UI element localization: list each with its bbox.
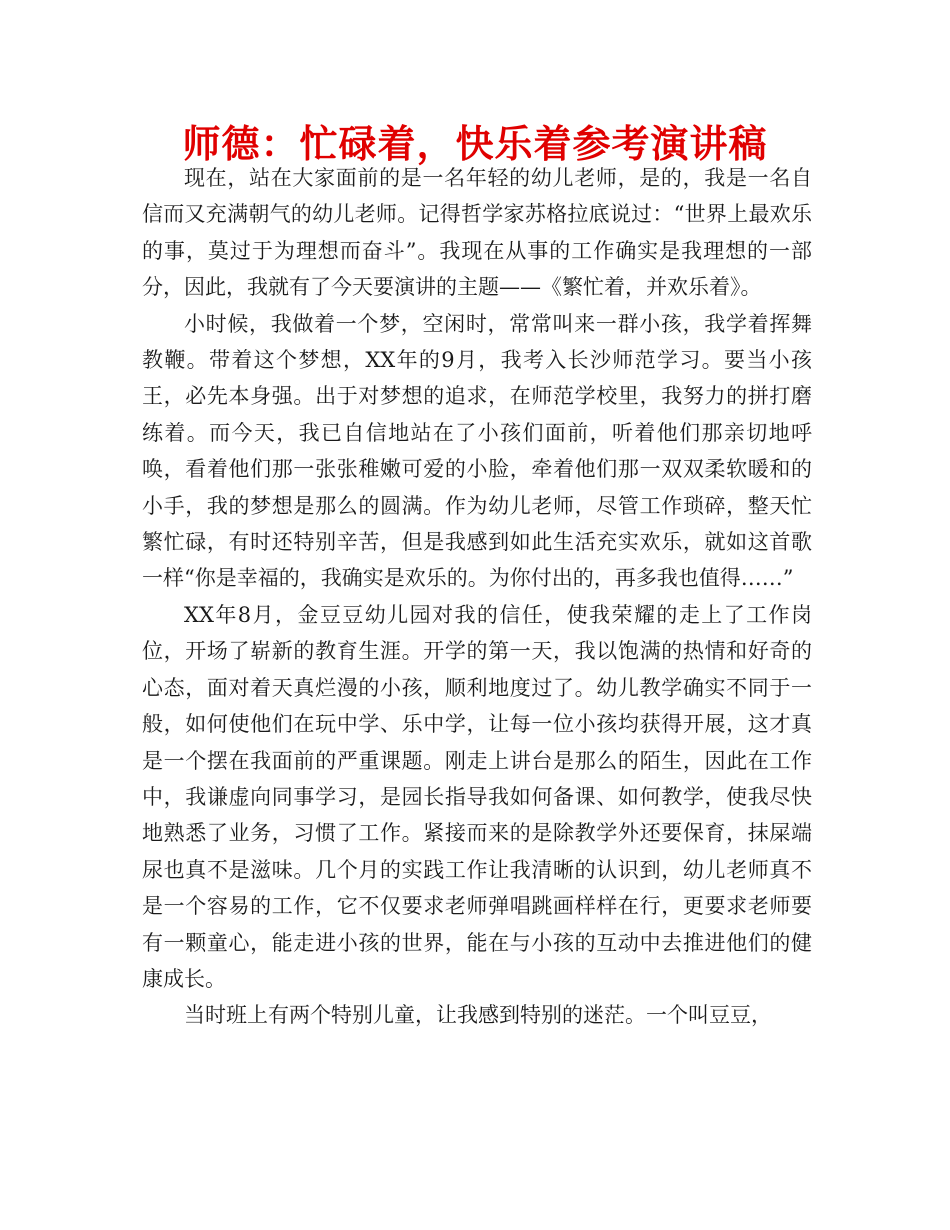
document-title: 师德：忙碌着，快乐着参考演讲稿	[182, 122, 768, 166]
paragraph-1: 现在，站在大家面前的是一名年轻的幼儿老师，是的，我是一名自信而又充满朝气的幼儿老师。记得哲学家苏格拉底说过：“世界上最欢乐的事，莫过于为理想而奋斗”。我现在从事的工作确实是我理想的一部分，因此，我就有了今天要演讲的主题——《繁忙着，并欢乐着》。	[142, 166, 812, 300]
document-body	[142, 160, 812, 1034]
paragraph-4: 当时班上有两个特别儿童，让我感到特别的迷茫。一个叫豆豆，	[184, 1003, 772, 1028]
paragraph-3: XX年8月，金豆豆幼儿园对我的信任，使我荣耀的走上了工作岗位，开场了崭新的教育生涯。开学的第一天，我以饱满的热情和好奇的心态，面对着天真烂漫的小孩，顺利地度过了。幼儿教学确实不同于一般，如何使他们在玩中学、乐中学，让每一位小孩均获得开展，这才真是一个摆在我面前的严重课题。刚走上讲台是那么的陌生，因此在工作中，我谦虚向同事学习，是园长指导我如何备课、如何教学，使我尽快地熟悉了业务，习惯了工作。紧接而来的是除教学外还要保育，抹屎端尿也真不是滋味。几个月的实践工作让我清晰的认识到，幼儿老师真不是一个容易的工作，它不仅要求老师弹唱跳画样样在行，更要求老师要有一颗童心，能走进小孩的世界，能在与小孩的互动中去推进他们的健康成长。	[142, 602, 812, 991]
paragraph-2: 小时候，我做着一个梦，空闲时，常常叫来一群小孩，我学着挥舞教鞭。带着这个梦想，XX年的9月，我考入长沙师范学习。要当小孩王，必先本身强。出于对梦想的追求，在师范学校里，我努力的拼打磨练着。而今天，我已自信地站在了小孩们面前，听着他们那亲切地呼唤，看着他们那一张张稚嫩可爱的小脸，牵着他们那一双双柔软暖和的小手，我的梦想是那么的圆满。作为幼儿老师，尽管工作琐碎，整天忙繁忙碌，有时还特别辛苦，但是我感到如此生活充实欢乐，就如这首歌一样“你是幸福的，我确实是欢乐的。为你付出的，再多我也值得……”	[142, 311, 812, 591]
